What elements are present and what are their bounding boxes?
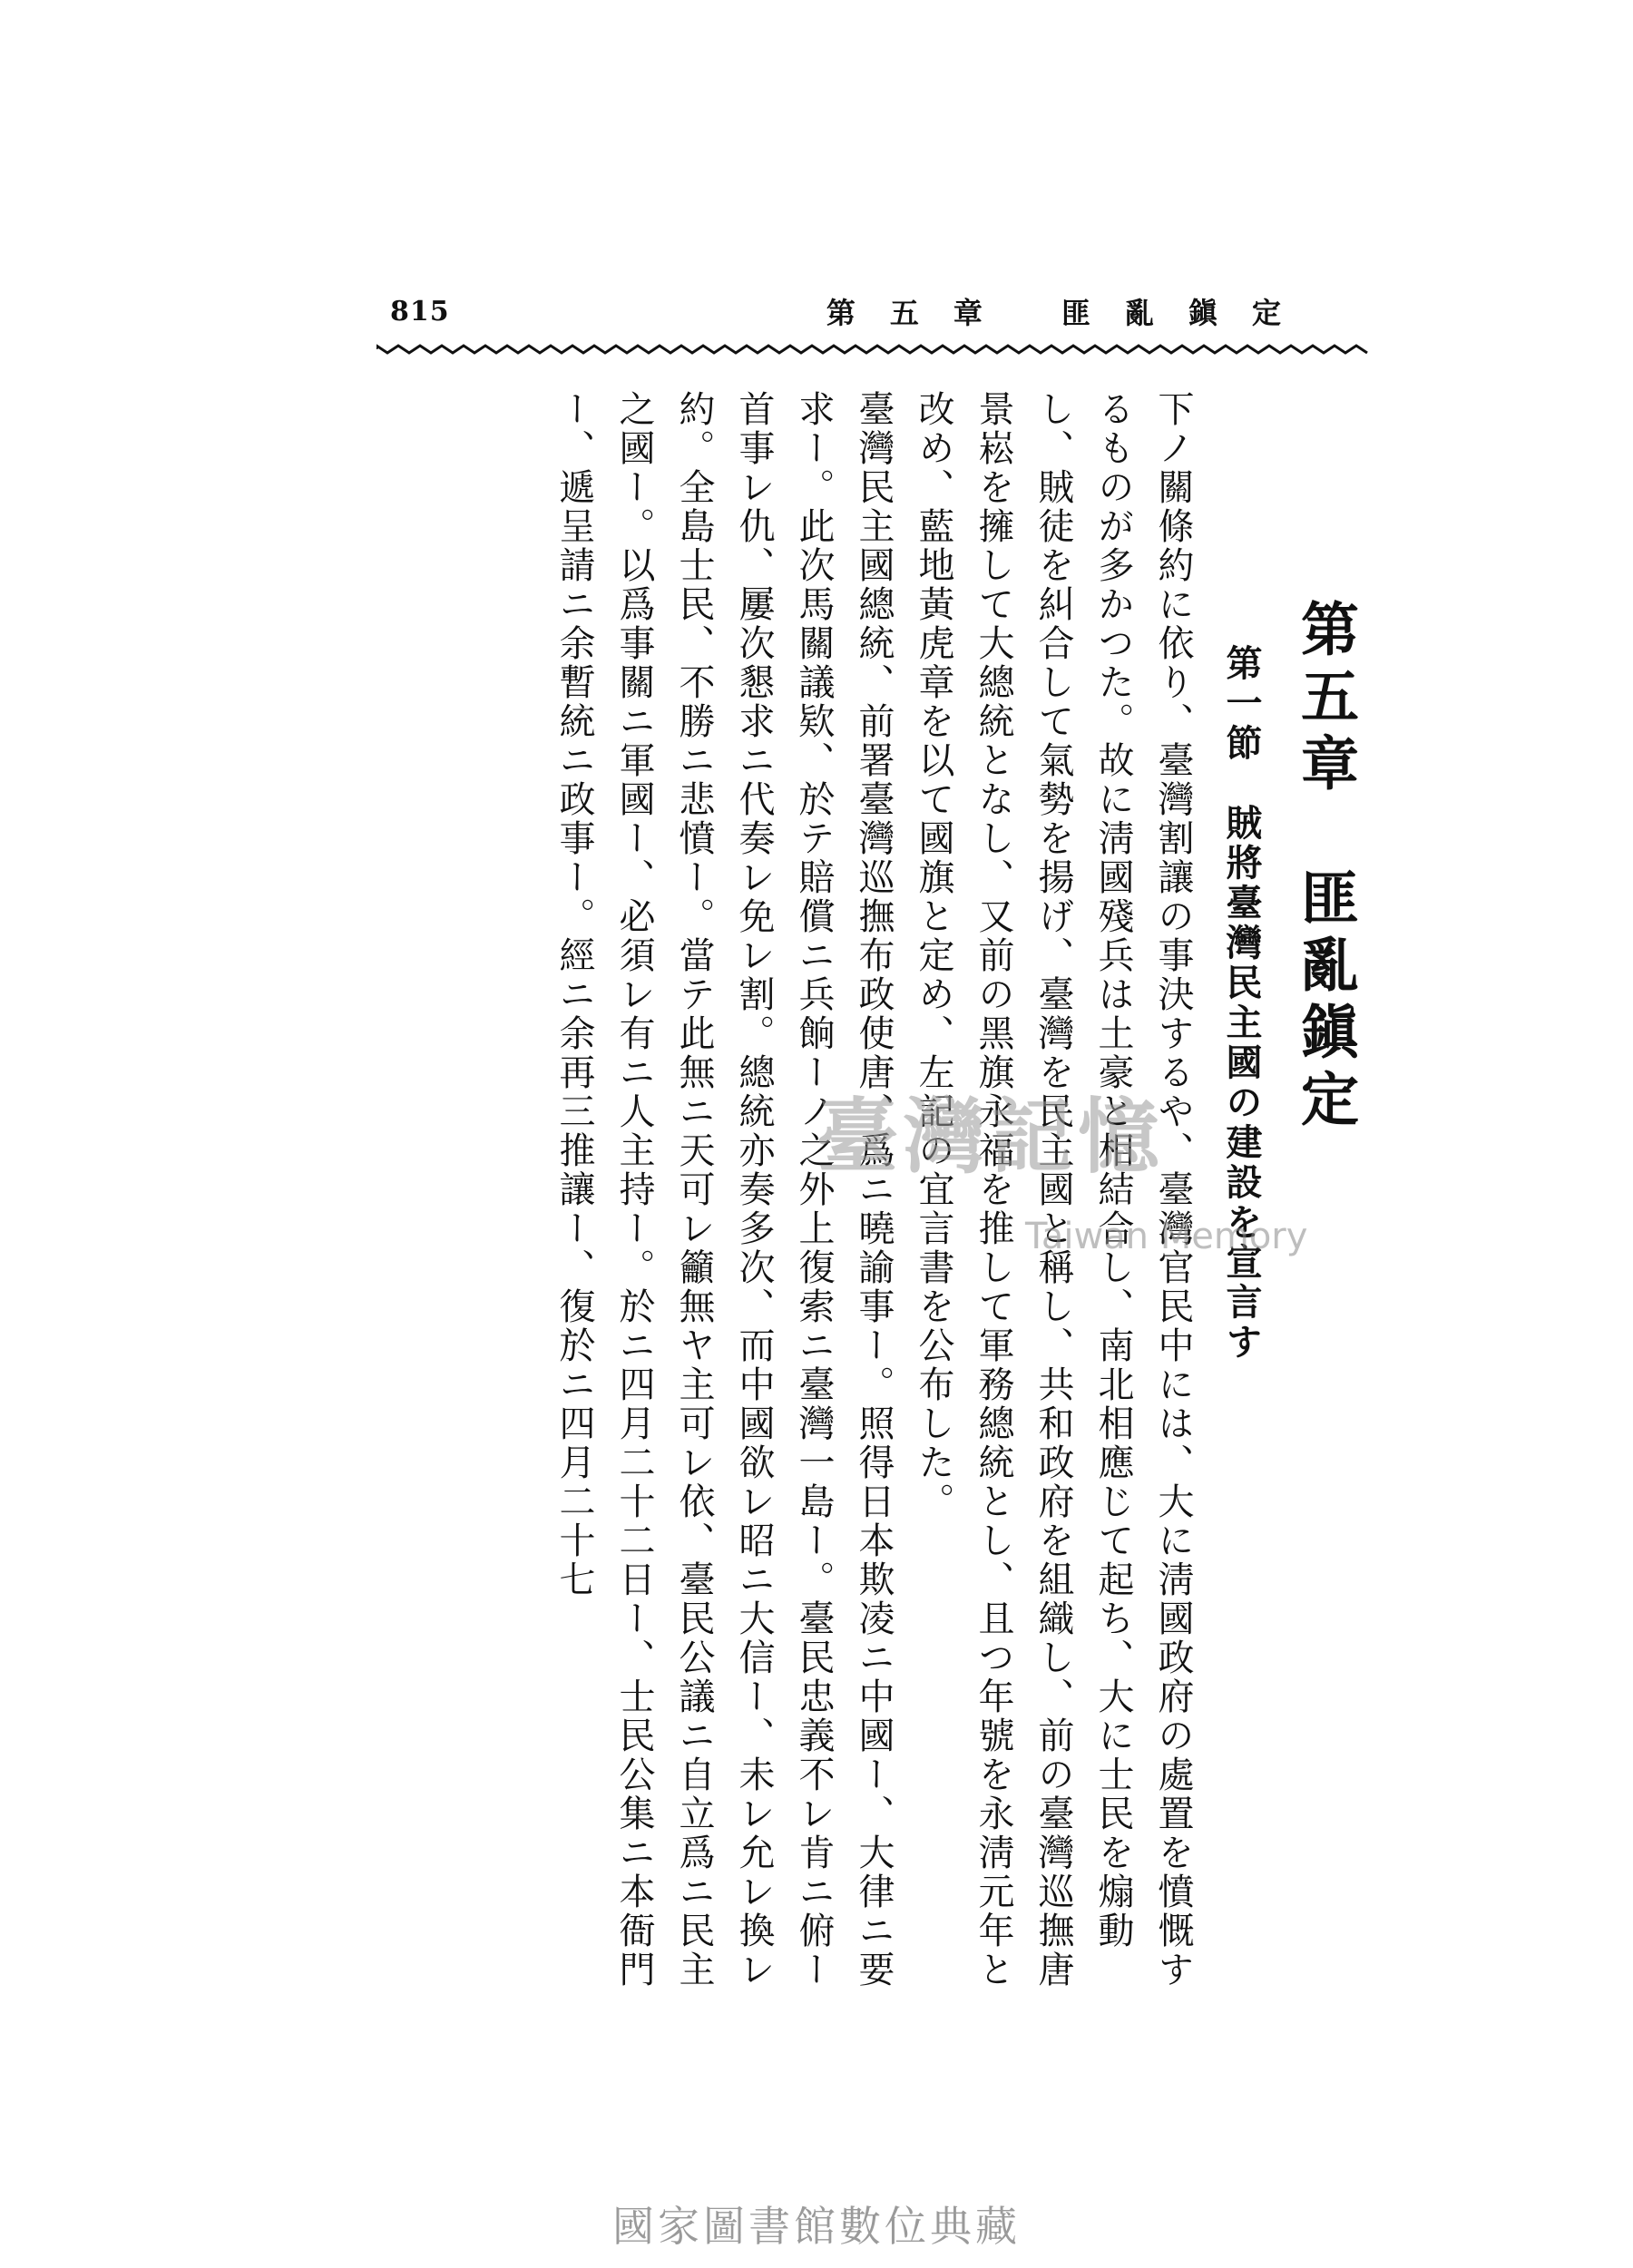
running-title: 第五章 匪亂鎭定 <box>826 296 1315 330</box>
header-wavy-rule <box>376 340 1370 358</box>
chapter-title: 第五章 匪亂鎭定 <box>1291 599 1359 1136</box>
body-paragraph: 臺灣民主國總統、前署臺灣巡撫布政使唐、爲ニ曉諭事ー。照得日本欺凌ニ中國ー、大律ニ要求ー。此次馬關議欵、於テ賠償ニ兵餉ーノ之外上復索ニ臺灣一島ー。臺民忠義不レ肯ニ俯ー首事レ仇、屢次懇求ニ代奏レ免レ割。總統亦奏多次、而中國欲レ昭ニ大信ー、未レ允レ換レ約。全島士民、不勝ニ悲憤ー。當テ此無ニ天可レ籲無ヤ主可レ依、臺民公議ニ自立爲ニ民主之國ー。以爲事關ニ軍國ー、必須レ有ニ人主持ー。於ニ四月二十二日ー、士民公集ニ本衙門ー、遞呈請ニ余暫統ニ政事ー。經ニ余再三推讓ー、復於ニ四月二十七 <box>553 390 895 1989</box>
section-title: 第一節 賊將臺灣民主國の建設を宣言す <box>1220 644 1263 1363</box>
footer-caption: 國家圖書館數位典藏 <box>612 2202 1021 2251</box>
body-paragraph: 下ノ關條約に依り、臺灣割讓の事決するや、臺灣官民中には、大に淸國政府の處置を憤慨するものが多かつた。故に淸國殘兵は土豪と相結合し、南北相應じて起ち、大に士民を煽動し、賊徒を糾合して氣勢を揚げ、臺灣を民主國と稱し、共和政府を組織し、前の臺灣巡撫唐景崧を擁して大總統となし、又前の黑旗永福を推して軍務總統とし、且つ年號を永淸元年と改め、藍地黃虎章を以て國旗と定め、左記の宜言書を公布した。 <box>913 390 1194 1989</box>
watermark-logo: 臺灣記憶 <box>816 1089 1165 1185</box>
page-number: 815 <box>390 296 450 327</box>
running-header <box>390 290 1315 345</box>
watermark-subtitle: Taiwan Memory <box>1025 1216 1308 1257</box>
main-text-block <box>376 390 1370 1996</box>
